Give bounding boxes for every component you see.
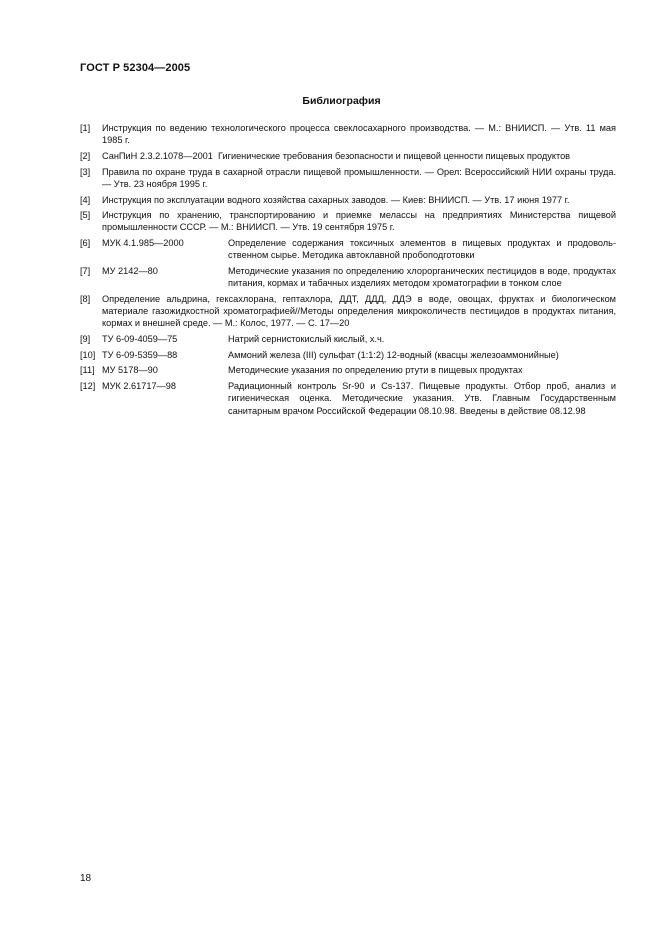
entry-number: [3]	[80, 166, 91, 177]
entry-text: СанПиН 2.3.2.1078—2001 Гигиенические требования безопасности и пищевой ценности пищевых продуктов	[102, 150, 571, 161]
entry-number: [7]	[80, 266, 91, 277]
entry-number: [5]	[80, 210, 91, 221]
bibliography-entry	[80, 333, 616, 345]
bibliography-entry	[80, 265, 616, 289]
entry-description: Аммоний железа (III) сульфат (1:1:2) 12-водный (квасцы железоаммонийные)	[228, 349, 559, 360]
standard-header: ГОСТ Р 52304—2005	[80, 62, 191, 74]
entry-text: Определение альдрина, гексахлорана, гептахлора, ДДТ, ДДД, ДДЭ в воде, овощах, фруктах и биологическом материале газожидкостной хроматографией//Методы определения микроколичеств пестицидов в продуктах питания, кормах и внешней среде. — М.: Колос, 1977. — С. 17—20	[102, 293, 616, 329]
bibliography-entry	[80, 166, 616, 190]
bibliography-entry	[80, 237, 616, 261]
entry-number: [12]	[80, 381, 96, 392]
entry-number: [8]	[80, 293, 91, 304]
entry-code: ТУ 6-09-4059—75	[102, 334, 178, 345]
bibliography-entry	[80, 122, 616, 146]
page-number: 18	[80, 873, 92, 884]
entry-text: Инструкция по хранению, транспортированию и приемке мелассы на предприятиях Министерства пищевой промышленности СССР. — М.: ВНИИСП. — Утв. 19 сентября 1975 г.	[102, 210, 616, 233]
entry-number: [4]	[80, 194, 91, 205]
entry-description: Натрий сернистокислый кислый, х.ч.	[228, 334, 385, 345]
bibliography-entry	[80, 150, 616, 162]
entry-description: Радиационный контроль Sr-90 и Cs-137. Пищевые продукты. Отбор проб, анализ и гигиеническая оценка. Методические указания. Утв. Главным Государственным санитарным врачом Российской Федерации 08.10.98. Введены в действие 08.12.98	[228, 381, 616, 416]
bibliography-entry	[80, 349, 616, 361]
bibliography-title: Библиография	[302, 95, 381, 107]
entry-number: [11]	[80, 365, 95, 376]
bibliography-list	[80, 122, 616, 420]
bibliography-entry	[80, 293, 616, 330]
entry-code: ТУ 6-09-5359—88	[102, 349, 178, 360]
entry-description: Определение содержания токсичных элементов в пищевых продуктах и продовольственном сырье. Методика автоклавной пробоподготовки	[228, 238, 616, 261]
entry-number: [9]	[80, 334, 91, 345]
entry-code: МУК 2.61717—98	[102, 381, 177, 392]
entry-number: [10]	[80, 349, 96, 360]
bibliography-entry	[80, 380, 616, 417]
entry-number: [6]	[80, 238, 91, 249]
bibliography-entry	[80, 209, 616, 233]
bibliography-entry	[80, 194, 616, 206]
entry-description: Методические указания по определению ртути в пищевых продуктах	[228, 365, 523, 376]
entry-text: Инструкция по ведению технологического процесса свеклосахарного производства. — М.: ВНИИСП. — Утв. 11 мая 1985 г.	[102, 123, 616, 146]
entry-text: Правила по охране труда в сахарной отрасли пищевой промышленности. — Орел: Всероссийский НИИ охраны труда. — Утв. 23 ноября 1995 г.	[102, 166, 616, 189]
entry-code: МУ 2142—80	[102, 266, 158, 277]
entry-number: [2]	[80, 150, 91, 161]
entry-description: Методические указания по определению хлорорганических пестицидов в воде, продуктах питания, кормах и табачных изделиях методом хроматографии в тонком слое	[228, 266, 616, 289]
entry-text: Инструкция по эксплуатации водного хозяйства сахарных заводов. — Киев: ВНИИСП. — Утв. 17 июня 1977 г.	[102, 194, 570, 205]
entry-code: МУ 5178—90	[102, 365, 158, 376]
entry-number: [1]	[80, 123, 91, 133]
entry-code: МУК 4.1.985—2000	[102, 238, 184, 249]
bibliography-entry	[80, 364, 616, 376]
